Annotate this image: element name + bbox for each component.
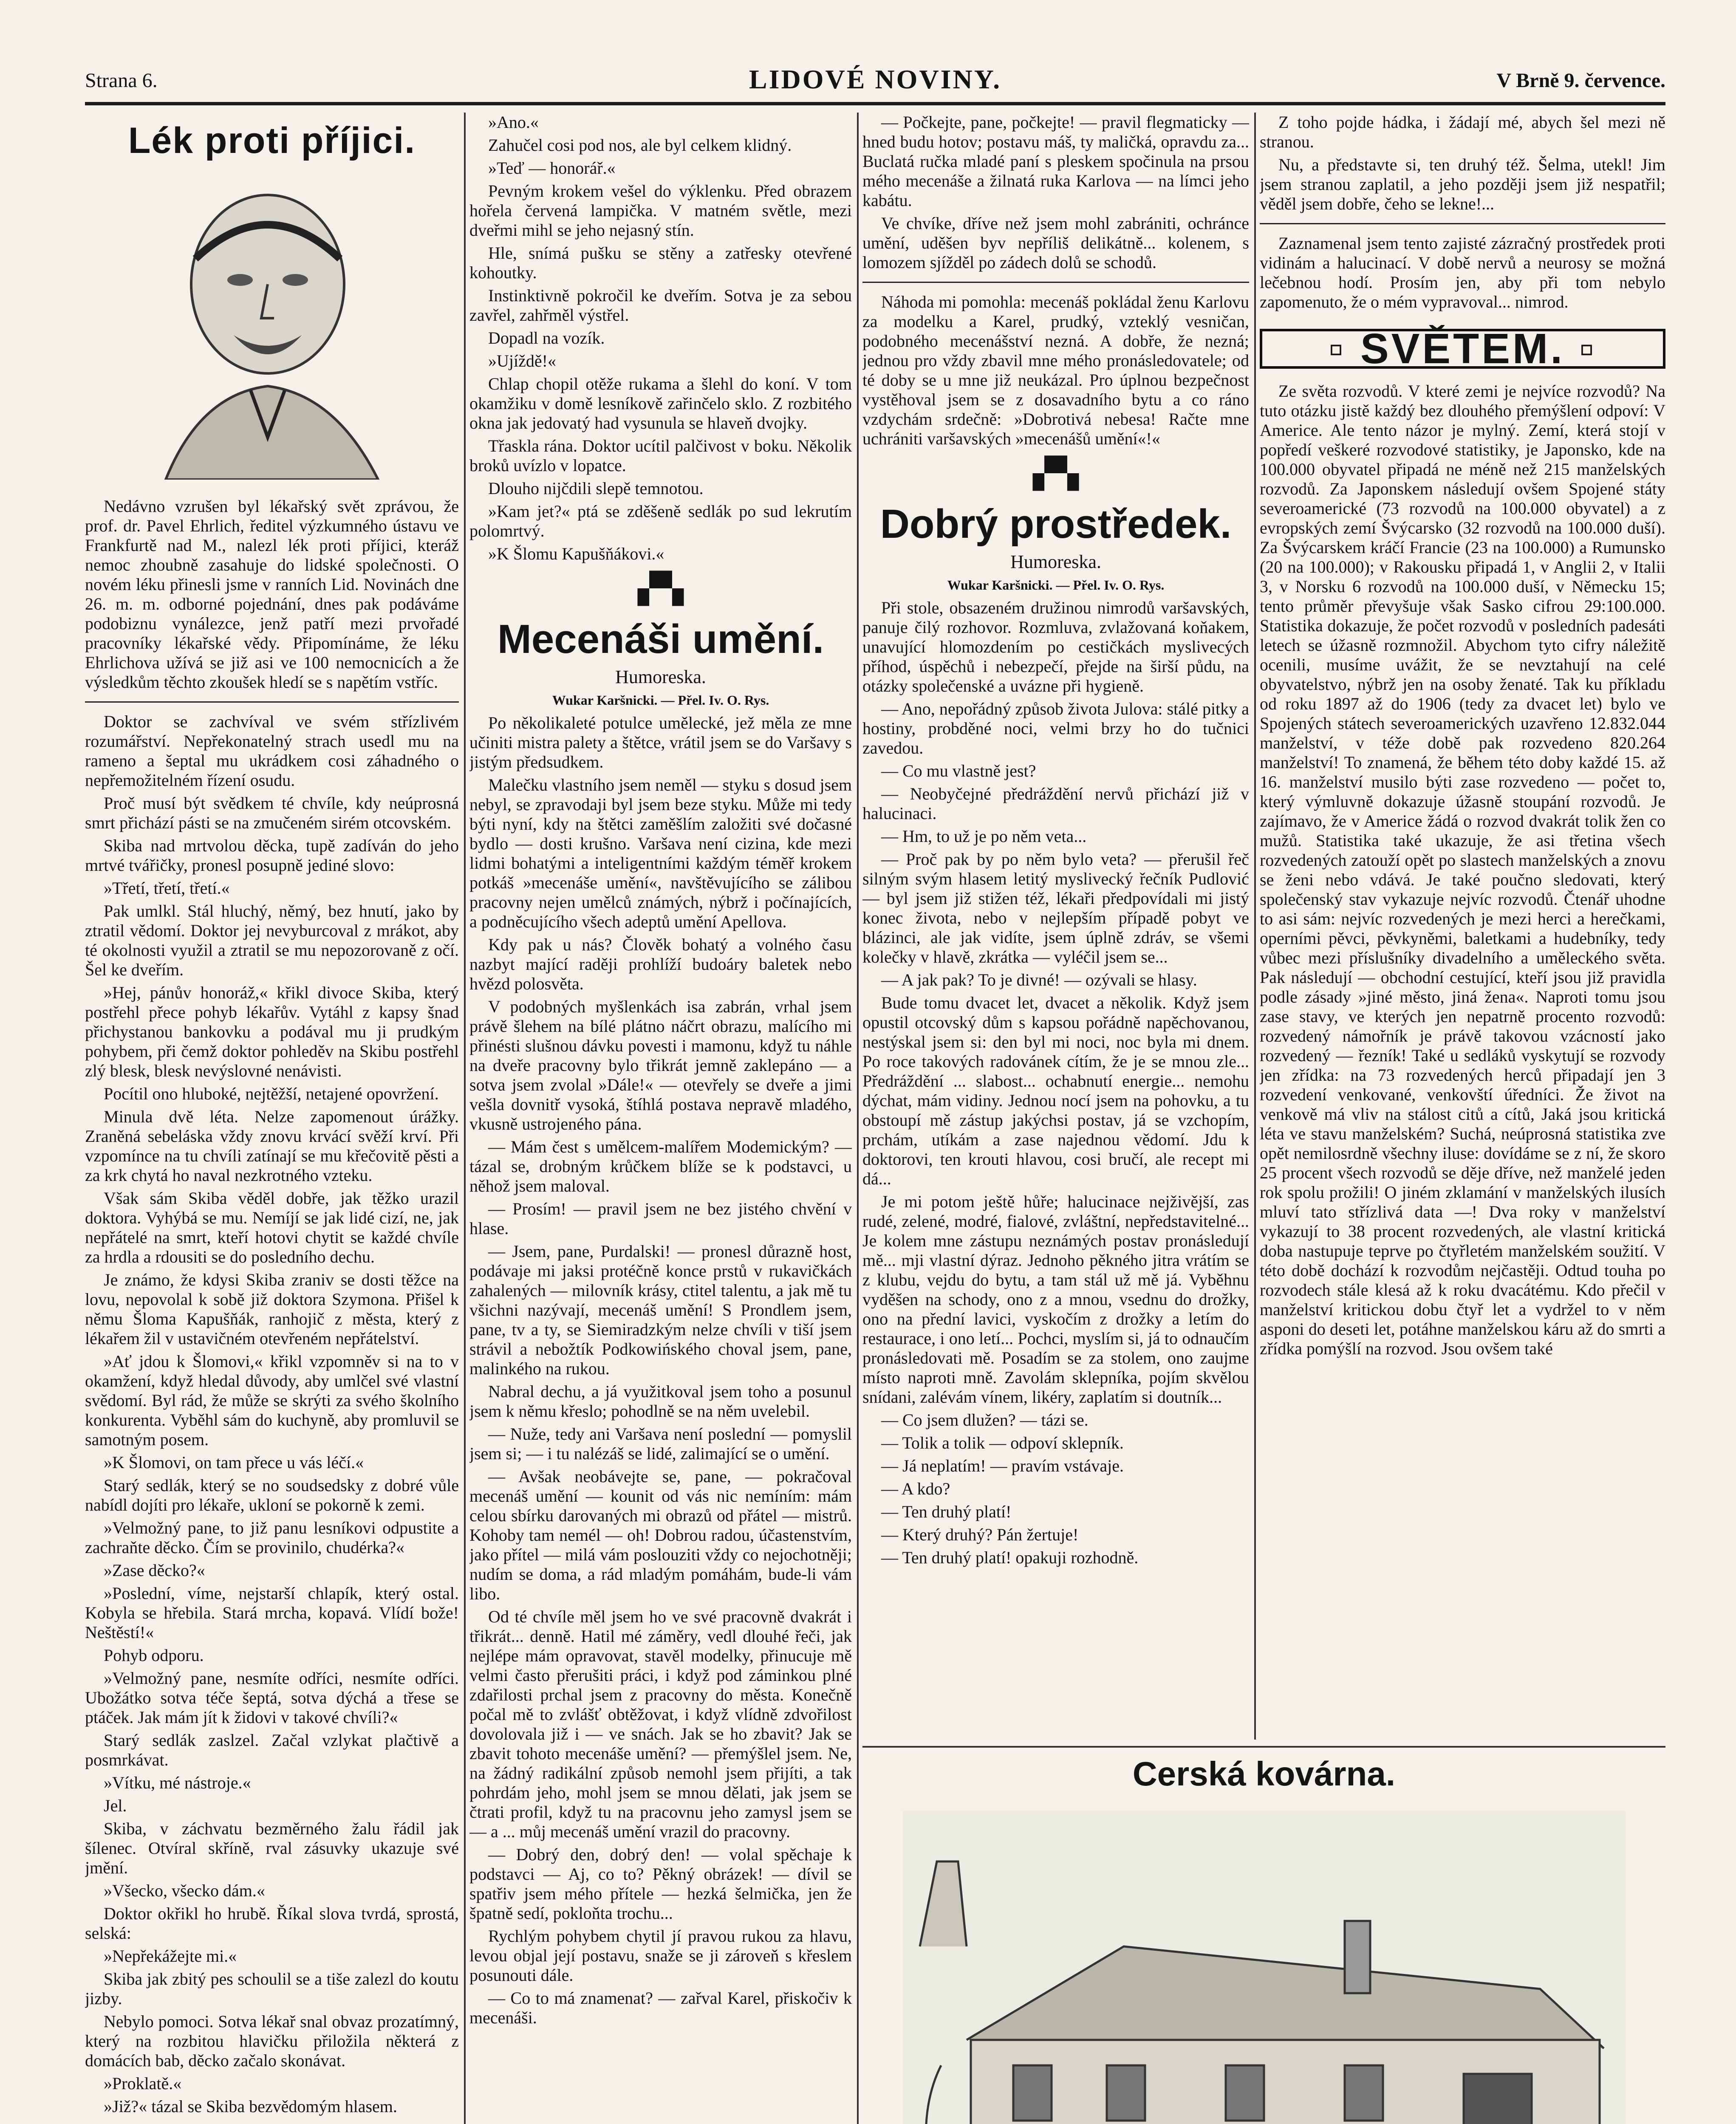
paragraph: — Mám čest s umělcem-malířem Modemickým? — tázal se, drobným krůčkem blíže se k podstavci, u něhož jsem maloval.: [469, 1137, 852, 1195]
paragraph: — Co mu vlastně jest?: [881, 761, 1036, 780]
paragraph: Od té chvíle měl jsem ho ve své pracovně dvakrát i třikrát... denně. Hatil mé záměry, vedl dlouhé řeči, jak nejlépe mám opravovat, stavěl modelky, přinucuje mě velmi často přerušiti práci, i když pod záminkou plné zdařilosti prchal jsem z pracovny do města. Konečně počal mě to zvlášť obtěžovat, i když vlídně zdvořilost dovolovala již i — ve snách. Jak se ho zbavit? Jak se zbavit tohoto mecenáše umění? — přemýšlel jsem. Ne, na žádný radikální způsob nemohl jsem přijíti, a tak pohrdám jeho, mohl jsem se mnou dělati, jak jsem se čtrati profil, když tu na pracovnu jeho zamysl jsem se — a ... můj mecenáš umění vrazil do pracovny.: [469, 1607, 852, 1841]
paragraph: »Třetí, třetí, třetí.«: [104, 878, 230, 898]
paragraph: Při stole, obsazeném družinou nimrodů varšavských, panuje čilý rozhovor. Rozmluva, zvlažovaná koňakem, unavující hlomozdením po cestičkách myslivecých příhod, úspěchů i nebezpečí, přejde na širší půdu, na otázky společenské a uvázne při hygieně.: [862, 598, 1249, 695]
paragraph: — Dobrý den, dobrý den! — volal spěchaje k podstavci — Aj, co to? Pěkný obrázek! — dívil se spatřiv jsem mého přítele — hezká šelmička, jen že špatně sedí, pokloňta trochu...: [469, 1845, 852, 1923]
paragraph: »Vítku, mé nástroje.«: [104, 1773, 251, 1792]
paragraph: Nebylo pomoci. Sotva lékař snal obvaz prozatímný, který na rozbitou hlavičku přiložila některá z domácích bab, děcko začalo skonávat.: [85, 2012, 459, 2070]
separator: [862, 1746, 1665, 1748]
paragraph: »Velmožný pane, nesmíte odříci, nesmíte odříci. Ubožátko sotva téče šeptá, sotva dýchá a třese se ptáček. Jak mám jít k židovi v takové chvíli?«: [85, 1669, 459, 1727]
paragraph: Doktor se zachvíval ve svém střízlivém rozumářství. Nepřekonatelný strach usedl mu na rameno a šeptal mu ukrádkem cosi záhadného o nepřemožitelném řízení osudu.: [85, 712, 459, 790]
column-rule: [464, 113, 466, 2124]
paragraph: — A jak pak? To je divné! — ozývali se hlasy.: [881, 970, 1197, 989]
column-2: [469, 113, 852, 2124]
paragraph: Starý sedlák, který se no soudsedsky z dobré vůle nabídl dojíti pro lékaře, ukloní se pokorně k zemi.: [85, 1476, 459, 1514]
paragraph: — Ten druhý platí!: [881, 1502, 1012, 1521]
illustration-block: [862, 1754, 1665, 2124]
paragraph: — Prosím! — pravil jsem ne bez jistého chvění v hlase.: [469, 1199, 852, 1238]
issue-date: V Brně 9. července.: [1496, 69, 1665, 92]
illustration-title: Cerská kovárna.: [1132, 1755, 1396, 1793]
paragraph: — Neobyčejné předráždění nervů přichází již v halucinaci.: [862, 784, 1249, 823]
paragraph: Skiba jak zbitý pes schoulil se a tiše zalezl do koutu jizby.: [85, 1969, 459, 2008]
separator: [862, 282, 1249, 283]
paragraph: — Nuže, tedy ani Varšava není poslední — pomyslil jsem si; — i tu nalézáš se lidé, zalimající se o umění.: [469, 1424, 852, 1463]
column-1: [85, 113, 459, 2124]
paragraph: »Poslední, víme, nejstarší chlapík, který ostal. Kobyla se hřebila. Stará mrcha, kopavá. Vlídí bože! Neštěstí!«: [85, 1584, 459, 1642]
paragraph: Z toho pojde hádka, i žádají mé, abych šel mezi ně stranou.: [1260, 113, 1665, 151]
paragraph: Zahučel cosi pod nos, ale byl celkem klidný.: [488, 136, 792, 155]
paragraph: Je známo, že kdysi Skiba zraniv se dosti těžce na lovu, nepovolal k sobě již doktora Szymona. Přišel k němu Šloma Kapušňák, ranhojič z města, který z lékařem žil v ustavičném otevřeném nepřátelství.: [85, 1270, 459, 1348]
paragraph: Proč musí být svědkem té chvíle, kdy neúprosná smrt přichází pásti se na zmučeném sirém otcovském.: [85, 794, 459, 832]
paragraph: — Co to má znamenat? — zařval Karel, přiskočiv k mecenáši.: [469, 1988, 852, 2027]
paragraph: Chlap chopil otěže rukama a šlehl do koní. V tom okamžiku v domě lesníkově zařinčelo sklo. Z rozbitého okna jak jedovatý had vysunula se hlaveň dvojky.: [469, 374, 852, 432]
article-subtitle: Humoreska.: [615, 667, 706, 687]
paragraph: Malečku vlastního jsem neměl — styku s dosud jsem nebyl, se zpravodaji byl jsem beze styku. Může mi tedy býti nyní, kdy na štětci zaměšlím založiti své dočasné bydlo — dosti krušno. Varšava není cizina, kde mezi lidmi bohatými a inteligentními každým téměř krokem potkáš »mecenáše umění«, navštěvujícího se zálibou pracovny nejen umělců známých, nýbrž i počínajících, a podněcujícího všech adeptů umění Apellova.: [469, 775, 852, 931]
paragraph: — Ano, nepořádný způsob života Julova: stálé pitky a hostiny, probděné noci, velmi brzy ho do tučnici zavedou.: [862, 699, 1249, 757]
paragraph: »Teď — honorář.«: [488, 158, 616, 178]
paragraph: — Tolik a tolik — odpoví sklepník.: [881, 1433, 1124, 1452]
paragraph: Jel.: [104, 1796, 127, 1815]
paragraph: Zaznamenal jsem tento zajisté zázračný prostředek proti vidinám a halucinací. V době nervů a neurosy se možná lečebnou hodí. Prosím jen, aby při tom nebylo zapomenuto, že o mém vypravoval... nimrod.: [1260, 234, 1665, 311]
paragraph: Skiba nad mrtvolou děcka, tupě zadíván do jeho mrtvé tvářičky, pronesl posupně jediné slovo:: [85, 836, 459, 875]
paragraph: »Ano.«: [488, 113, 539, 132]
paragraph: — Já neplatím! — pravím vstávaje.: [881, 1456, 1124, 1475]
masthead: LIDOVÉ NOVINY.: [749, 64, 1002, 94]
forge-illustration: [903, 1810, 1625, 2124]
paragraph: Kdy pak u nás? Člověk bohatý a volného času nazbyt mající raději prohlíží budoáry baletek nebo hvězd polosvěta.: [469, 935, 852, 993]
paragraph: — Počkejte, pane, počkejte! — pravil flegmaticky — hned budu hotov; postavu máš, ty maličká, opravdu za... Buclatá ručka mladé paní s pleskem spočinula na prsou mého mecenáše a žilnatá ruka Karlova — na límci jeho kabátu.: [862, 113, 1249, 210]
paragraph: Třaskla rána. Doktor ucítil palčivost v boku. Několik broků uvízlo v lopatce.: [469, 436, 852, 475]
paragraph: — Co jsem dlužen? — tázi se.: [881, 1410, 1089, 1429]
ornament-icon: ▫: [1564, 325, 1597, 373]
separator: [1260, 223, 1665, 224]
article-title: Dobrý prostředek.: [880, 501, 1232, 547]
article-title: Lék proti příjici.: [128, 120, 416, 161]
article-subtitle: Humoreska.: [1010, 551, 1101, 572]
paragraph: — Jsem, pane, Purdalski! — pronesl důrazně host, podávaje mi jaksi protéčně konce prstů v rukavičkách zahalených — milovník krásy, ctitel talentu, a jak mě tu všichni nazývají, mecenáš umění! S Prondlem jsem, pane, tv a ty, se Siemiradzkým nelze chvíli v tiší jsem strávil a nebožtík Podkowińského choval jsem, pane, malinkého na rukou.: [469, 1242, 852, 1378]
paragraph: Nedávno vzrušen byl lékařský svět zprávou, že prof. dr. Pavel Ehrlich, ředitel výzkumného ústavu ve Frankfurtě nad M., nalezl lék proti příjici, kteráž nemoc zhoubně zasahuje do lidské společnosti. O novém léku přinesli jsme v ranních Lid. Novinách dne 26. m. m. odborné pojednání, dnes pak podáváme podobiznu vynálezce, jenž patří mezi prvořadé pracovníky lékařské vědy. Připomínáme, že léku Ehrlichova užívá se již asi ve 100 nemocnicích a že výsledkům těchto zkoušek hledí se s napětím vstříc.: [85, 497, 459, 692]
paragraph: »Všecko, všecko dám.«: [104, 1881, 265, 1900]
paragraph: — Ten druhý platí! opakuji rozhodně.: [881, 1548, 1139, 1567]
paragraph: »Ať jdou k Šlomovi,« křikl vzpomněv si na to v okamžení, když hledal důvody, aby umlčel své vlastní svědomí. Byl rád, že může se skrýti za svého školního konkurenta. Vyběhl sám do kuchyně, aby promluvil se samotným posem.: [85, 1352, 459, 1449]
paragraph: Dlouho nijčdili slepě temnotou.: [488, 479, 704, 498]
paragraph: »Velmožný pane, to již panu lesníkovi odpustite a zachraňte děcko. Čím se provinilo, chudérka?«: [85, 1518, 459, 1557]
paragraph: Minula dvě léta. Nelze zapomenout úrážky. Zraněná sebeláska vždy znovu krvácí svěží krví. Při vzpomínce na tu chvíli zatínají se mu křečovitě pěsti a za krk chytá ho naval nezkrotného vzteku.: [85, 1107, 459, 1185]
paragraph: — Proč pak by po něm bylo veta? — přerušil řeč silným svým hlasem letitý myslivecký řečník Pudlović — byl jsem již stižen též, lékaři předpovídali mi jistý konec života, nebo v nejlepším případě pobyt ve blázinci, ale jak vidíte, jsem úplně zdráv, se všemi kolečky v hlavě, zkrátka — vyléčil jsem se...: [862, 850, 1249, 966]
paragraph: Však sám Skiba věděl dobře, jak těžko urazil doktora. Vyhýbá se mu. Nemíjí se jak lidé cizí, ne, jak nepřátelé na smrt, kteří hotovi chytit se každé chvíle za hrdla a rdousiti se do posledního dechu.: [85, 1189, 459, 1266]
paragraph: Doktor okřikl ho hrubě. Říkal slova tvrdá, sprostá, selská:: [85, 1904, 459, 1943]
paragraph: »K Šlomovi, on tam přece u vás léčí.«: [104, 1453, 364, 1472]
paragraph: Nu, a představte si, ten druhý též. Šelma, utekl! Jim jsem stranou zaplatil, a jeho později jsem již nespatřil; věděl jsem dobře, čeho se lekne!...: [1260, 155, 1665, 213]
article-title: Mecenáši umění.: [497, 616, 824, 662]
paragraph: »Zase děcko?«: [104, 1561, 205, 1580]
paragraph: »Nepřekážejte mi.«: [104, 1946, 237, 1966]
paragraph: Skiba, v záchvatu bezměrného žalu řádil jak šílenec. Otvíral skříně, rval zásuvky ukazuje své jmění.: [85, 1819, 459, 1877]
article-author: Wukar Karšnicki. — Přel. Iv. O. Rys.: [947, 577, 1165, 593]
paragraph: »Již?« tázal se Skiba bezvědomým hlasem.: [104, 2097, 397, 2116]
paragraph: »Proklatě.«: [104, 2074, 182, 2093]
paragraph: Hle, snímá pušku se stěny a zatřesky otevřené kohoutky.: [469, 243, 852, 282]
paragraph: Instinktivně pokročil ke dveřím. Sotva je za sebou zavřel, zahřměl výstřel.: [469, 286, 852, 325]
paragraph: »Kam jet?« ptá se zděšeně sedlák po sud lekrutím polomrtvý.: [469, 502, 852, 540]
paragraph: Je mi potom ještě hůře; halucinace nejživější, zas rudé, zelené, modré, fialové, zvláštní, nepředstavitelné... Je kolem mne zástupu neznámých postav pronásledují mě... mji vlastní dýraz. Jednoho pěkného jitra vrátím se z klubu, vejdu do bytu, a tam stál už mě já. Vyběhnu vyděšen na schody, ono z a mnou, vsednu do drožky, ono na přední lavici, vyskočím z drožky a letím do restaurace, i ono letí... Pochci, myslím si, já to odnaučím pronásledovati mě. Posadím se za stolem, ono zaujme místo naproti mně. Zavolám sklepníka, pojím skvělou snídani, zalévám vínem, likéry, zaplatím si doutník...: [862, 1192, 1249, 1407]
paragraph: Rychlým pohybem chytil jí pravou rukou za hlavu, levou objal její postavu, snaže se ji zároveň s křeslem posunouti dále.: [469, 1926, 852, 1985]
paragraph: Pevným krokem vešel do výklenku. Před obrazem hořela červená lampička. V matném světle, mezi dveřmi mihl se jeho nejasný stín.: [469, 181, 852, 240]
paragraph: Pohyb odporu.: [104, 1646, 204, 1665]
column-3: [862, 113, 1249, 1740]
paragraph: Po několikaleté potulce umělecké, jež měla ze mne učiniti mistra palety a štětce, vrátil jsem se do Varšavy s jistým předsudkem.: [469, 713, 852, 771]
ornament-icon: ▫: [1328, 325, 1361, 373]
paragraph: Pak umlkl. Stál hluchý, němý, bez hnutí, jako by ztratil vědomí. Doktor jej nevyburcoval z mrákot, aby té okolnosti využil a ztratil se mu nepozorovaně z očí. Šel ke dveřím.: [85, 901, 459, 979]
separator: [85, 701, 459, 703]
section-heading: SVĚTEM.: [1360, 325, 1565, 373]
paragraph: Starý sedlák zaslzel. Začal vzlykat plačtivě a posmrkávat.: [85, 1731, 459, 1769]
paragraph: »K Šlomu Kapušňákovi.«: [488, 544, 664, 563]
ornament-icon: ▞▚: [1033, 458, 1079, 490]
paragraph: — Avšak neobávejte se, pane, — pokračoval mecenáš umění — kounit od vás nic nemíním: mám celou sbírku darovaných mi obrazů od přátel — mistrů. Kohoby tam nemél — oh! Dobrou radou, účastenstvím, jako přítel — milá vám poslouziti vždy co nejochotněji; nudím se doma, a rád mladým pomáhám, bude-li vám libo.: [469, 1467, 852, 1603]
section-heading-box: [1260, 325, 1665, 373]
paragraph: Náhoda mi pomohla: mecenáš pokládal ženu Karlovu za modelku a Karel, prudký, vzteklý vesničan, podobného mecenášství nezná. A dobře, že nezná; jednou pro vždy zbavil mne mého pronásledovatele; od té doby se u mne již neukázal. Pro úplnou bezpečnost vystěhoval jsem se z dosavadního bytu a co ráno vzdychám srdečně: »Dobrotivá nebesa! Račte mne uchrániti varšavských »mecenášů umění«!«: [862, 292, 1249, 448]
page-header: [85, 64, 1665, 105]
paragraph: Ve chvíke, dříve než jsem mohl zabrániti, ochránce umění, uděšen byv nepříliš delikátně... kolenem, s lomozem sjížděl po zádech dolů se schodů.: [862, 214, 1249, 272]
paragraph: Bude tomu dvacet let, dvacet a několik. Když jsem opustil otcovský dům s kapsou pořádně napěchovanou, nestýskal jsem si: den byl mi noci, noc byla mi dnem. Po roce takových radovánek cítím, že je se mnou zle... Předráždění ... slabost... ochabnutí energie... nemohu dýchat, mám vidiny. Jednou nocí jsem na pohovku, a tu obstoupí mě zástup jakýchsi postav, já se vzchopím, prchám, utíkám a zase najednou vědomí. Jdu k doktorovi, ten krouti hlavou, cosi bručí, ale recept mi dá...: [862, 993, 1249, 1188]
paragraph: Ze světa rozvodů. V které zemi je nejvíce rozvodů? Na tuto otázku jistě každý bez dlouhého přemýšlení odpoví: V Americe. Ale tento názor je mylný. Zemí, která stojí v popředí veškeré rozvodové statistiky, je Japonsko, kde na 100.000 obyvatel připadá ne méně než 215 manželských rozvodů. Za Japonskem následují ovšem Spojené státy severoamerické (73 rozvodů na 100.000 obyvatel) a z evropských zemí Švýcarsko (32 rozvodů na 100.000 duší). Za Švýcarskem kráčí Francie (23 na 100.000) a Rumunsko (20 na 100.000); v Rakousku připadá 1, v Anglii 2, v Italii 3, v Norsku 6 rozvodů na 100.000 duší, v Německu 15; tento průměr převyšuje však Sasko cifrou 29:100.000. Statistika dokazuje, že počet rozvodů v posledních padesáti letech se úžasně rozmnožil. Abychom tyto cifry náležitě ocenili, musíme uvážit, že se nevztahují na celé obyvatelstvo, nýbrž jen na osoby ženaté. Tak ku příkladu od roku 1897 až do 1906 (tedy za dvacet let) bylo ve Spojených státech severoamerických uzavřeno 12.832.044 manželství, v téže době pak rozvedeno 820.264 manželství! To znamená, že během této doby každé 15. až 16. manželství musilo býti zase rozvedeno — počet to, který výmluvně dokazuje úžasně stoupání rozvodů. Je zajímavo, že v Americe žádá o rozvod dvakrát tolik žen co mužů. Statistika také ukazuje, že asi třetina všech rozvedených zatouží opět po slastech manželských a znovu se ženi nebo vdává. Je také poučno sledovati, který společenský stav vykazuje nejvíc rozvodů. Čtenář uhodne to asi sám: nejvíc rozvedených je mezi herci a herečkami, operními pěvci, pěvkyněmi, baletkami a hudebníky, tedy vůbec mezi příslušníky divadelního a uměleckého světa. Pak následují — obchodní cestující, kteří jsou již pravidla podle zásady »jiné město, jiná žena«. Naproti tomu jsou zase stavy, ve kterých jen nepatrně procento rozvodů: rozvedený námořník je právě takovou vzácností jako rozvedený — řezník! Také u sedláků vyskytují se rozvody jen zřídka: na 73 rozvedených herců připadají jen 3 rozvedení venkované, venkovští úředníci. Že život na venkově má vliv na stálost citů a cítů, Jaká jsou kritická léta ve stavu manželském? Suchá, neúprosná statistika zve opět nemilosrdně všechny iluse: dovídáme se z ní, že skoro 25 procent všech rozvodů se děje dříve, než manželé jeden rok spolu prožili! O jiném zklamání v manželských ilusích mluví tato střízlivá data —! Dva roky v manželství vykazují to 38 procent rozvedených, ale vlastní kritická doba nastupuje teprve po čtyřletém manželském soužití. V této době dochází k rozvodům nejčastěji. Odtud touha po rozvodech stále klesá až k roku dvacátému. Kdo přečil v manželství kritickou dobu čtyř let a vydržel to v něm asponi do deseti let, potáhne manželskou káru až do smrti a zřídka pomýšlí na rozvod. Jsou ovšem také: [1260, 381, 1665, 1358]
paragraph: Nabral dechu, a já využitkoval jsem toho a posunul jsem k němu křeslo; pohodlně se na něm uvelebil.: [469, 1382, 852, 1421]
paragraph: V podobných myšlenkách isa zabrán, vrhal jsem právě šlehem na bílé plátno náčrt obrazu, malícího mi přinésti slušnou dávku povesti i mamonu, když tu náhle na dveře pracovny bylo třikrát jemně zaklepáno — a sotva jsem zvolal »Dále!« — otevřely se dveře a jimi vešla dovnitř vysoká, štíhlá postava nepravě mladého, vkusně ustrojeného pána.: [469, 997, 852, 1133]
paragraph: — A kdo?: [881, 1479, 950, 1498]
paragraph: Pocítil ono hluboké, nejtěžší, netajené opovržení.: [104, 1084, 439, 1103]
portrait-illustration: [140, 174, 404, 480]
paragraph: — Který druhý? Pán žertuje!: [881, 1525, 1079, 1544]
paragraph: »Hej, pánův honoráž,« křikl divoce Skiba, který postřehl přece pohyb lékařův. Vytáhl z kapsy šnad přichystanou bankovku a podával mu ji prudkým pohybem, při čemž doktor pohleděv na Skibu postřehl zlý blesk, blesk nevýslovné nenávisti.: [85, 983, 459, 1080]
ornament-icon: ▞▚: [638, 573, 684, 605]
paragraph: — Hm, to už je po něm veta...: [881, 827, 1087, 846]
column-4: [1260, 113, 1665, 1740]
paragraph: »Ujíždě!«: [488, 351, 556, 370]
column-rule: [857, 113, 859, 2124]
page-number: Strana 6.: [85, 69, 158, 92]
article-author: Wukar Karšnicki. — Přel. Iv. O. Rys.: [552, 692, 769, 708]
column-rule: [1254, 113, 1256, 1740]
paragraph: Dopadl na vozík.: [488, 328, 605, 347]
